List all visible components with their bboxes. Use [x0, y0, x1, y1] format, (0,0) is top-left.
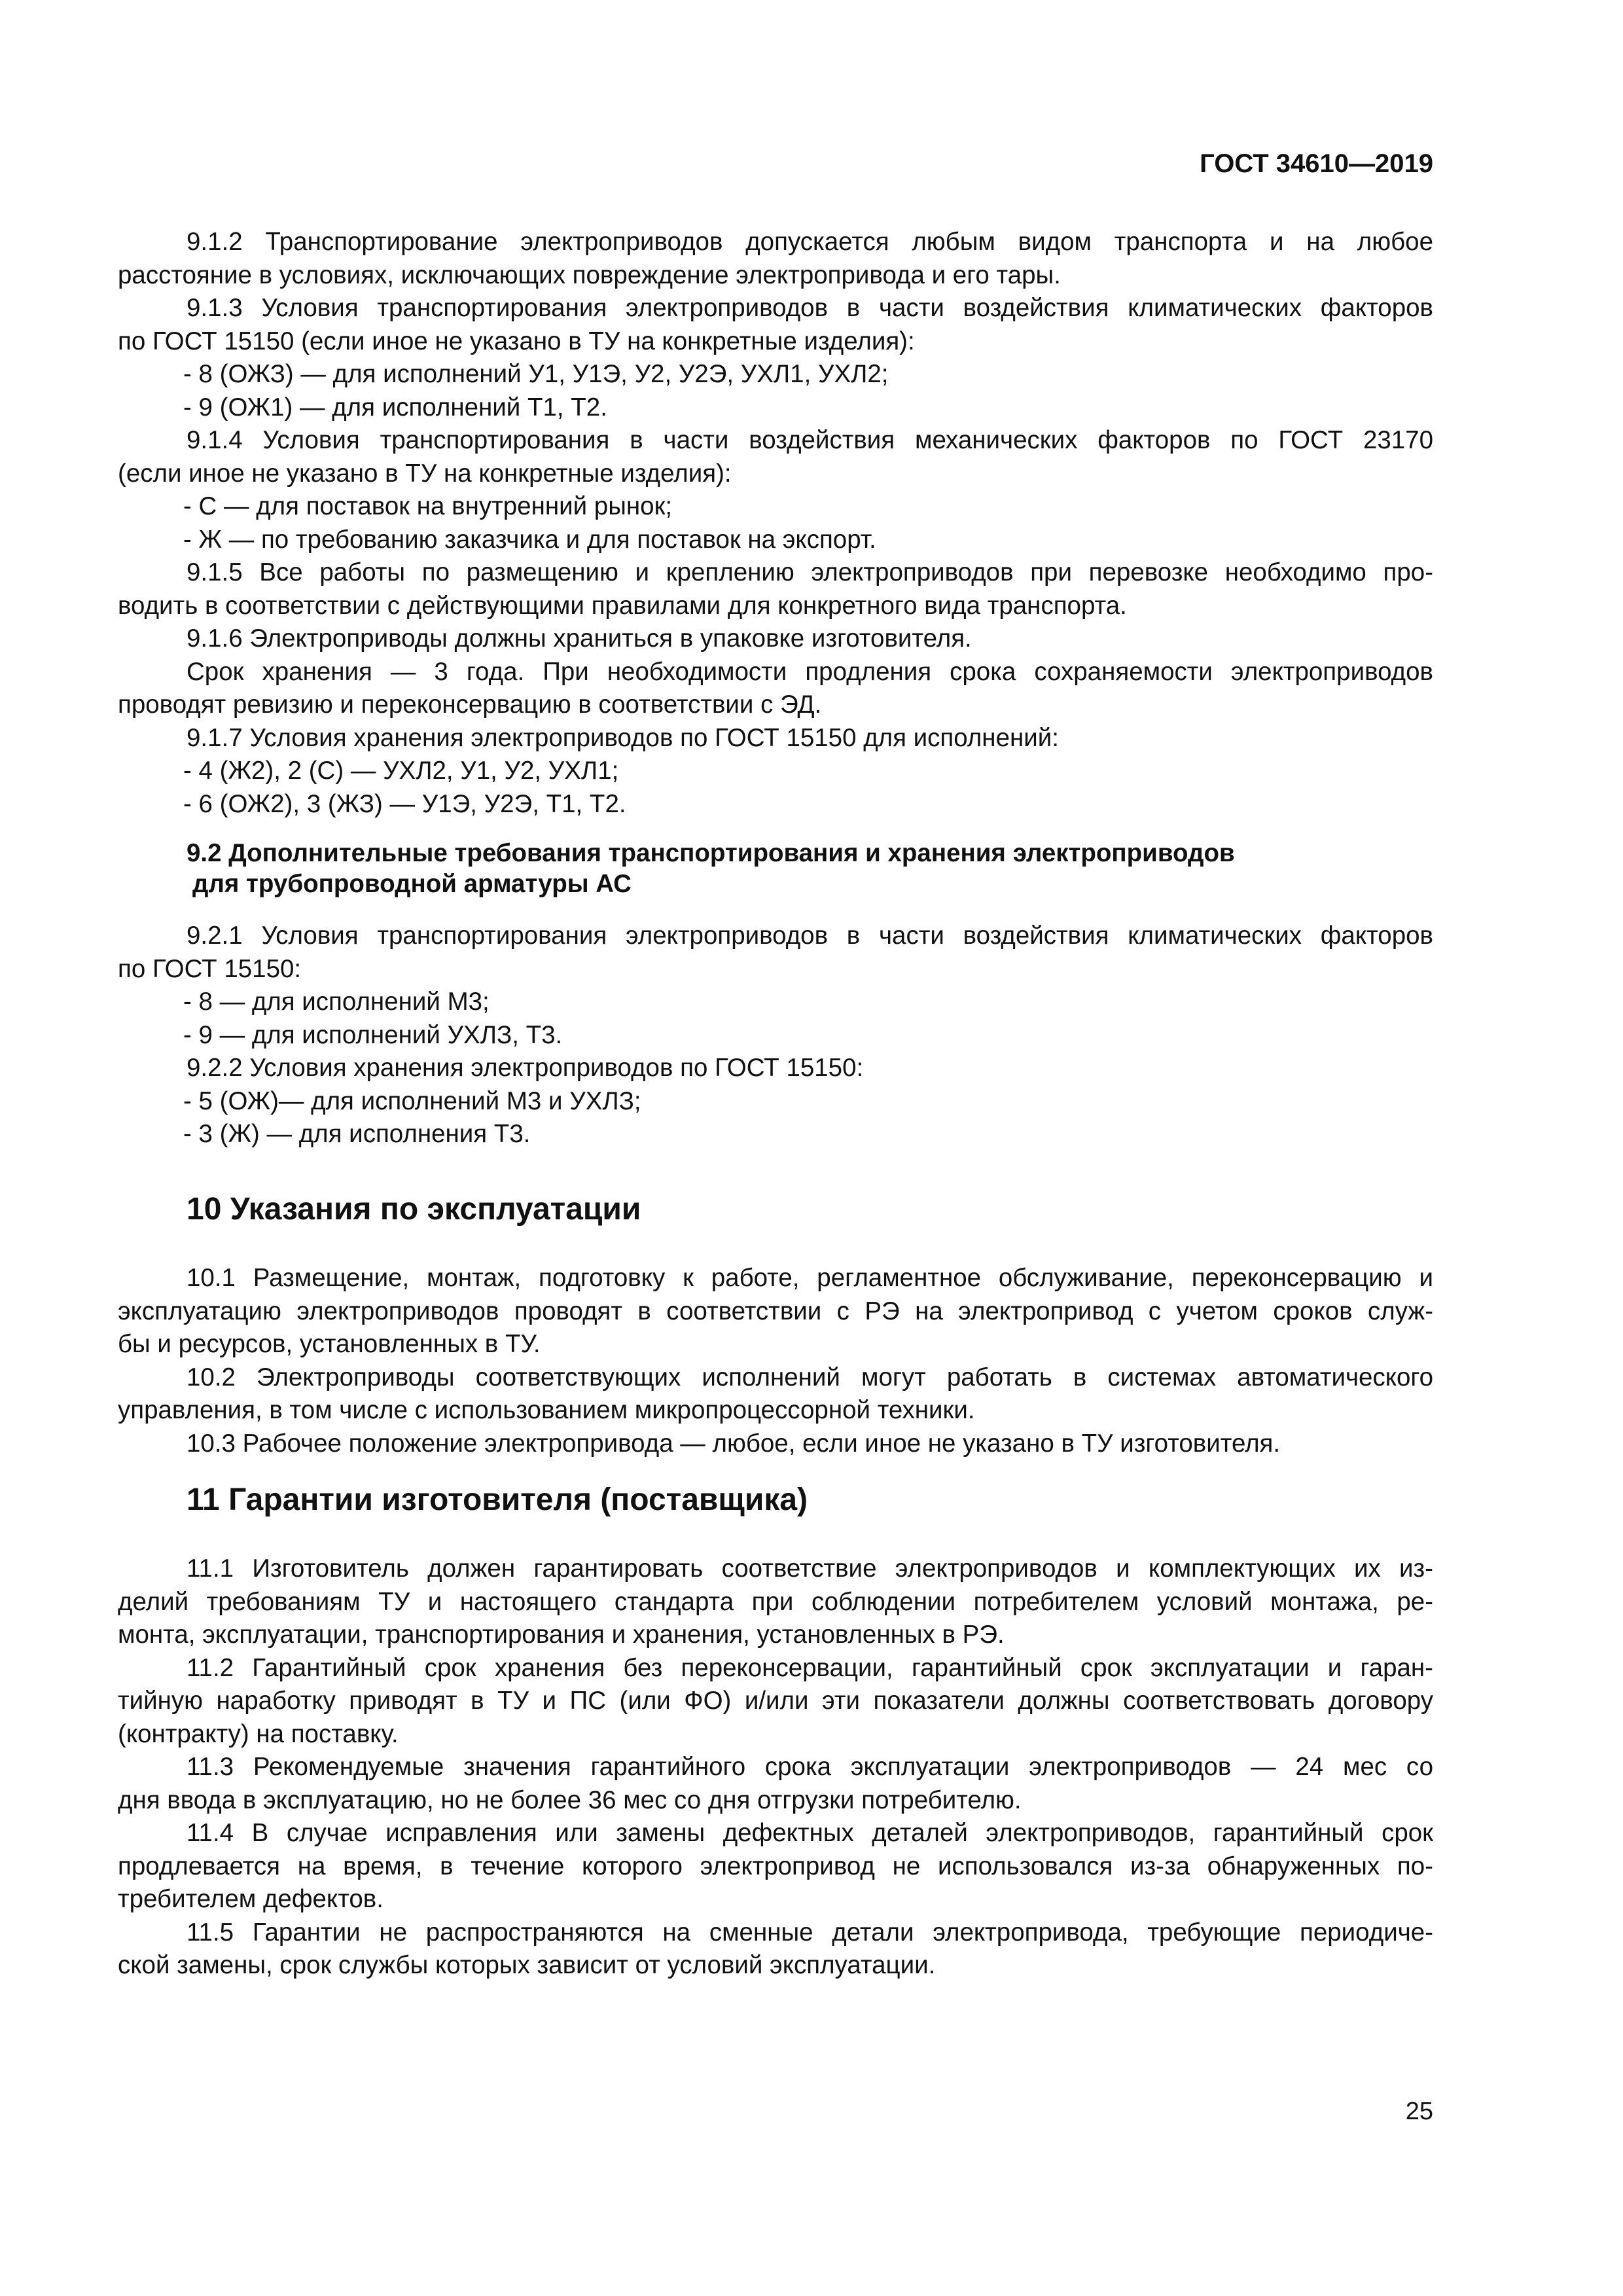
- page-number: 25: [1405, 2098, 1433, 2125]
- paragraph-line: эксплуатацию электроприводов проводят в соответствии с РЭ на электропривод с учетом сроков служ-: [118, 1297, 1433, 1325]
- paragraph-10-1: 10.1 Размещение, монтаж, подготовку к работе, регламентное обслуживание, переконсервацию и: [187, 1264, 1433, 1292]
- paragraph-line: делий требованиям ТУ и настоящего стандарта при соблюдении потребителем условий монтажа, ре-: [118, 1587, 1433, 1616]
- paragraph-line: управления, в том числе с использованием микропроцессорной техники.: [118, 1396, 975, 1424]
- paragraph-11-4: 11.4 В случае исправления или замены дефектных деталей электроприводов, гарантийный срок: [187, 1819, 1433, 1847]
- list-item: - 8 (ОЖЗ) — для исполнений У1, У1Э, У2, У2Э, УХЛ1, УХЛ2;: [183, 360, 889, 388]
- paragraph-line: по ГОСТ 15150 (если иное не указано в ТУ на конкретные изделия):: [118, 327, 915, 355]
- section-10-body: [118, 1262, 1433, 1460]
- paragraph-9-1-5: 9.1.5 Все работы по размещению и креплению электроприводов при перевозке необходимо про-: [187, 558, 1433, 586]
- subheading-line-1: 9.2 Дополнительные требования транспортирования и хранения электроприводов: [187, 839, 1235, 867]
- list-item: - 9 — для исполнений УХЛЗ, Т3.: [183, 1020, 563, 1049]
- list-item: - 9 (ОЖ1) — для исполнений Т1, Т2.: [183, 393, 607, 422]
- paragraph-line: водить в соответствии с действующими правилами для конкретного вида транспорта.: [118, 591, 1127, 620]
- paragraph-line: тийную наработку приводят в ТУ и ПС (или ФО) и/или эти показатели должны соответствовать договору: [118, 1687, 1433, 1715]
- section-11-heading: 11 Гарантии изготовителя (поставщика): [187, 1482, 808, 1517]
- paragraph-line: дня ввода в эксплуатацию, но не более 36 мес со дня отгрузки потребителю.: [118, 1785, 1022, 1814]
- list-item: - 4 (Ж2), 2 (С) — УХЛ2, У1, У2, УХЛ1;: [183, 757, 619, 785]
- paragraph-9-1-4: 9.1.4 Условия транспортирования в части воздействия механических факторов по ГОСТ 23170: [187, 426, 1433, 454]
- paragraph-11-5: 11.5 Гарантии не распространяются на сменные детали электропривода, требующие периодиче-: [187, 1918, 1433, 1946]
- paragraph-line: бы и ресурсов, установленных в ТУ.: [118, 1330, 541, 1358]
- list-item: - 8 — для исполнений М3;: [183, 988, 490, 1016]
- paragraph-9-1-7: 9.1.7 Условия хранения электроприводов по ГОСТ 15150 для исполнений:: [187, 723, 1059, 752]
- paragraph-line: требителем дефектов.: [118, 1885, 383, 1913]
- list-item: - 5 (ОЖ)— для исполнений М3 и УХЛЗ;: [183, 1086, 641, 1115]
- paragraph-11-3: 11.3 Рекомендуемые значения гарантийного срока эксплуатации электроприводов — 24 мес со: [187, 1753, 1433, 1781]
- paragraph-line: монта, эксплуатации, транспортирования и хранения, установленных в РЭ.: [118, 1621, 1005, 1649]
- paragraph-line: (если иное не указано в ТУ на конкретные изделия):: [118, 459, 732, 488]
- section-9-1-transport-storage: [118, 226, 1433, 821]
- paragraph-line: расстояние в условиях, исключающих повреждение электропривода и его тары.: [118, 260, 1061, 289]
- standard-designation: ГОСТ 34610—2019: [1200, 149, 1433, 178]
- list-item: - С — для поставок на внутренний рынок;: [183, 492, 673, 520]
- paragraph-line: продлевается на время, в течение которого электропривод не использовался из-за обнаруженных по-: [118, 1852, 1433, 1880]
- paragraph-line: по ГОСТ 15150:: [118, 954, 302, 983]
- section-9-2-body: [118, 920, 1433, 1151]
- paragraph-9-2-1: 9.2.1 Условия транспортирования электроприводов в части воздействия климатических факторов: [187, 922, 1433, 950]
- paragraph-10-3: 10.3 Рабочее положение электропривода — любое, если иное не указано в ТУ изготовителя.: [187, 1429, 1281, 1458]
- paragraph-9-2-2: 9.2.2 Условия хранения электроприводов по ГОСТ 15150:: [187, 1054, 864, 1082]
- paragraph-11-2: 11.2 Гарантийный срок хранения без переконсервации, гарантийный срок эксплуатации и гаран-: [187, 1653, 1433, 1682]
- paragraph-10-2: 10.2 Электроприводы соответствующих исполнений могут работать в системах автоматического: [187, 1363, 1433, 1391]
- paragraph-line: проводят ревизию и переконсервацию в соответствии с ЭД.: [118, 691, 822, 719]
- subsection-9-2-heading: [118, 838, 1433, 899]
- paragraph-9-1-6: 9.1.6 Электроприводы должны храниться в упаковке изготовителя.: [187, 624, 972, 653]
- paragraph-line: ской замены, срок службы которых зависит от условий эксплуатации.: [118, 1951, 936, 1979]
- section-11-body: [118, 1552, 1433, 1982]
- list-item: - Ж — по требованию заказчика и для поставок на экспорт.: [183, 525, 876, 554]
- paragraph-11-1: 11.1 Изготовитель должен гарантировать соответствие электроприводов и комплектующих их из-: [187, 1554, 1433, 1583]
- paragraph-storage-term: Срок хранения — 3 года. При необходимости продления срока сохраняемости электроприводов: [187, 657, 1433, 686]
- list-item: - 6 (ОЖ2), 3 (ЖЗ) — У1Э, У2Э, Т1, Т2.: [183, 789, 626, 818]
- paragraph-line: (контракту) на поставку.: [118, 1719, 399, 1748]
- paragraph-9-1-3: 9.1.3 Условия транспортирования электроприводов в части воздействия климатических факторов: [187, 294, 1433, 322]
- paragraph-9-1-2: 9.1.2 Транспортирование электроприводов допускается любым видом транспорта и на любое: [187, 228, 1433, 256]
- subheading-line-2: для трубопроводной арматуры АС: [192, 870, 632, 898]
- section-10-heading: 10 Указания по эксплуатации: [187, 1192, 641, 1227]
- list-item: - 3 (Ж) — для исполнения Т3.: [183, 1120, 531, 1148]
